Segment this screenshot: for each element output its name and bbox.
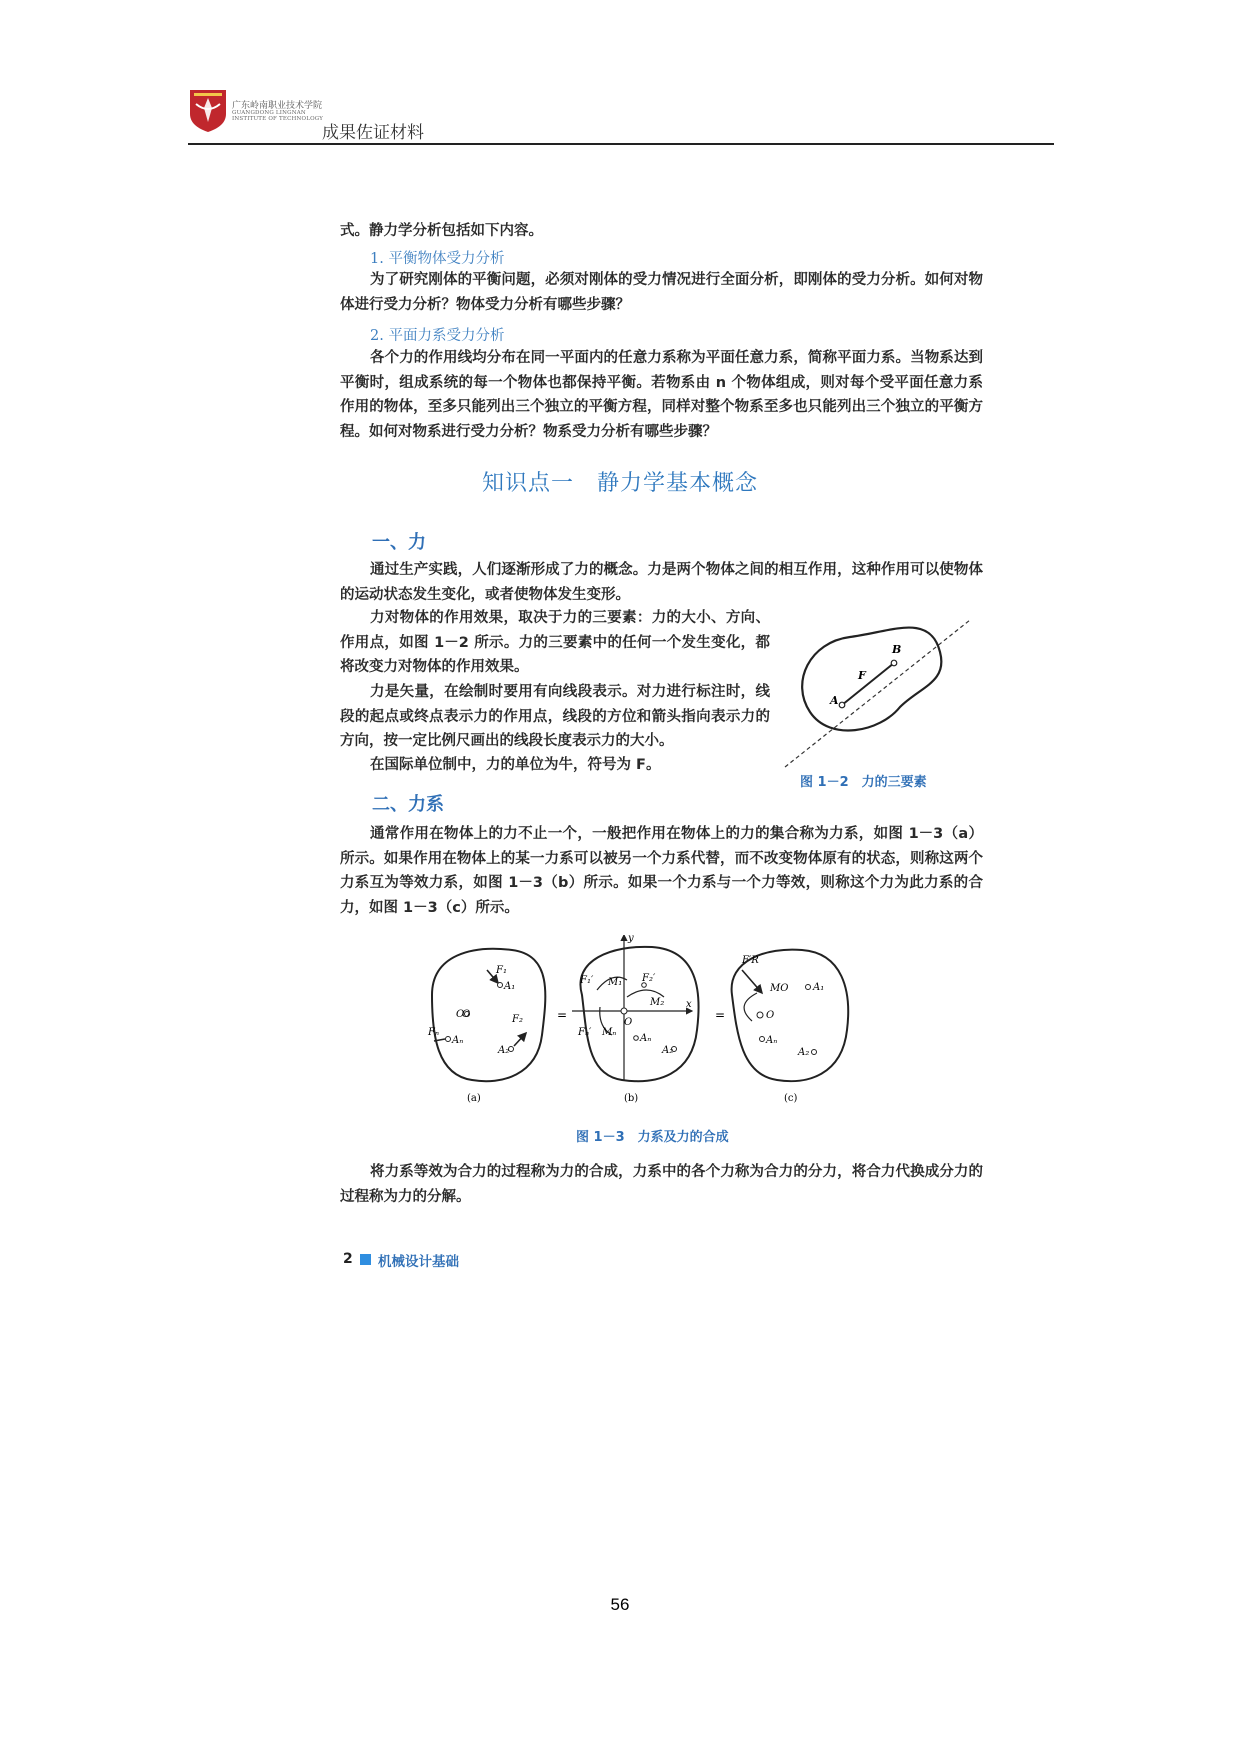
label-mn: Mₙ	[602, 1027, 617, 1038]
label-an: Aₙ	[452, 1035, 464, 1046]
body-outline-a	[432, 949, 545, 1081]
label-an-c: Aₙ	[766, 1035, 778, 1046]
label-b: B	[892, 643, 902, 656]
force-f2-arrow	[514, 1033, 526, 1046]
label-a2-c: A₂	[798, 1047, 810, 1058]
force-vector	[842, 663, 894, 705]
moment-mo	[744, 993, 757, 1021]
body-outline-b	[580, 947, 698, 1081]
paragraph-3: 通过生产实践，人们逐渐形成了力的概念。力是两个物体之间的相互作用，这种作用可以使物体的运动状态发生变化，或者使物体发生变形。	[340, 562, 983, 603]
page-number: 56	[610, 1595, 630, 1614]
label-x: x	[686, 999, 692, 1010]
label-fn: Fₙ	[428, 1027, 439, 1038]
resultant-force-arrow	[742, 970, 762, 993]
paragraph-6: 在国际单位制中，力的单位为牛，符号为 F。	[370, 757, 661, 773]
figure-1-3-caption: 图 1－3 力系及力的合成	[576, 1130, 729, 1145]
school-name-en-line2: INSTITUTE OF TECHNOLOGY	[232, 116, 324, 122]
subheading-2: 2. 平面力系受力分析	[370, 328, 505, 344]
label-a2: A₂	[498, 1045, 510, 1056]
subheading-1: 1. 平衡物体受力分析	[370, 251, 505, 267]
school-name-cn: 广东岭南职业技术学院	[232, 101, 323, 111]
label-subfig-a: (a)	[467, 1093, 481, 1104]
figure-1-2-caption: 图 1－2 力的三要素	[800, 775, 927, 790]
footer-square-icon	[360, 1254, 371, 1265]
label-o-b: O	[624, 1017, 633, 1028]
rigid-body-outline	[802, 628, 941, 731]
heading-force-system: 二、力系	[372, 794, 444, 815]
label-fr: F′R	[742, 955, 759, 966]
label-f1-prime: F₁′	[580, 975, 594, 986]
label-y: y	[628, 935, 634, 944]
point-b	[891, 660, 897, 666]
label-m2: M₂	[650, 997, 665, 1008]
label-f2-prime: F₂′	[642, 973, 656, 984]
label-a1: A₁	[504, 981, 516, 992]
label-subfig-c: (c)	[784, 1093, 798, 1104]
label-a2-b: A₂	[662, 1045, 674, 1056]
label-mo: MO	[770, 983, 789, 994]
book-page-number: 2	[343, 1251, 353, 1267]
paragraph-8: 将力系等效为合力的过程称为力的合成，力系中的各个力称为合力的分力，将合力代换成分力的过程称为力的分解。	[340, 1164, 983, 1205]
label-a1-c: A₁	[813, 982, 825, 993]
school-logo	[188, 88, 228, 134]
paragraph-1: 为了研究刚体的平衡问题，必须对刚体的受力情况进行全面分析，即刚体的受力分析。如何对物体进行受力分析？物体受力分析有哪些步骤？	[340, 272, 983, 313]
header-divider	[188, 143, 1054, 145]
heading-force: 一、力	[372, 532, 426, 553]
equals-2: =	[715, 1008, 726, 1022]
school-name-en	[232, 110, 323, 122]
label-f: F	[858, 669, 866, 682]
point-a	[839, 702, 845, 708]
paragraph-intro: 式。静力学分析包括如下内容。	[340, 223, 543, 239]
school-name-en-line1: GUANGDONG LINGNAN	[232, 110, 306, 116]
label-f1: F₁	[496, 965, 507, 976]
label-m1: M₁	[608, 977, 623, 988]
label-subfig-b: (b)	[624, 1093, 639, 1104]
figure-1-3	[412, 935, 902, 1125]
body-outline-c	[732, 950, 849, 1082]
paragraph-5: 力是矢量，在绘制时要用有向线段表示。对力进行标注时，线段的起点或终点表示力的作用点，线段的方位和箭头指向表示力的方向，按一定比例尺画出的线段长度表示力的大小。	[340, 684, 770, 749]
label-an-b: Aₙ	[640, 1033, 652, 1044]
moment-m2	[627, 990, 664, 997]
figure-1-2	[780, 612, 980, 772]
label-o-a: O	[456, 1009, 465, 1020]
label-f2: F₂	[512, 1014, 523, 1025]
line-of-action	[785, 620, 970, 767]
section-title: 知识点一 静力学基本概念	[481, 471, 758, 496]
equals-1: =	[557, 1008, 568, 1022]
label-o-c: O	[766, 1010, 775, 1021]
paragraph-4: 力对物体的作用效果，取决于力的三要素：力的大小、方向、作用点，如图 1－2 所示。力的三要素中的任何一个发生变化，都将改变力对物体的作用效果。	[340, 610, 770, 675]
book-title: 机械设计基础	[378, 1254, 459, 1270]
label-a: A	[830, 694, 839, 707]
paragraph-7: 通常作用在物体上的力不止一个，一般把作用在物体上的力的集合称为力系，如图 1－3（a）所示。如果作用在物体上的某一力系可以被另一个力系代替，而不改变物体原有的状态，则称这两个力系互为等效力系，如图 1－3（b）所示。如果一个力系与一个力等效，则称这个力为此力系的合力，如图 1－3（c）所示。	[340, 826, 983, 916]
label-o-a2: O	[462, 1009, 471, 1020]
document-label: 成果佐证材料	[322, 123, 424, 143]
label-fn-prime: Fₙ′	[578, 1027, 592, 1038]
paragraph-2: 各个力的作用线均分布在同一平面内的任意力系称为平面任意力系，简称平面力系。当物系达到平衡时，组成系统的每一个物体也都保持平衡。若物系由 n 个物体组成，则对每个受平面任意力系作用的物体，至多只能列出三个独立的平衡方程，同样对整个物系至多也只能列出三个独立的平衡方程。如何对物系进行受力分析？物系受力分析有哪些步骤？	[340, 350, 983, 440]
